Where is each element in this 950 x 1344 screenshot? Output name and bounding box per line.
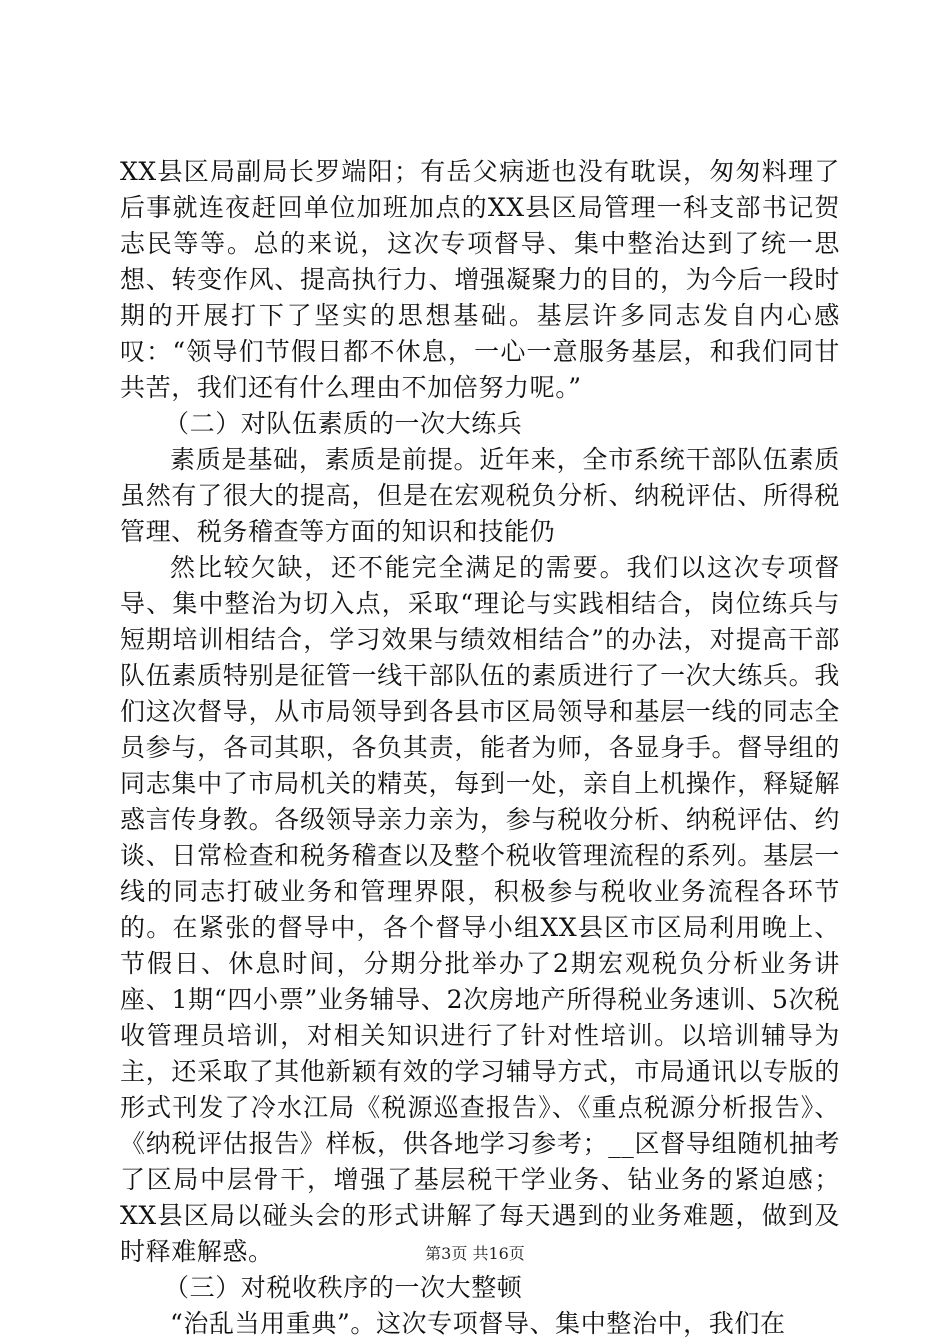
paragraph-order-intro: “治乱当用重典”。这次专项督导、集中整治中，我们在 <box>170 1309 786 1338</box>
paragraph-quality-training: 然比较欠缺，还不能完全满足的需要。我们以这次专项督导、集中整治为切入点，采取“理论与实践相结合，岗位练兵与短期培训相结合，学习效果与绩效相结合”的办法，对提高干部队伍素质特别是征管一线干部队伍的素质进行了一次大练兵。我们这次督导，从市局领导到各县市区局领导和基层一线的同志全员参与，各司其职，各负其责，能者为师，各显身手。督导组的同志集中了市局机关的精英，每到一处，亲自上机操作，释疑解惑言传身教。各级领导亲力亲为，参与税收分析、纳税评估、约谈、日常检查和税务稽查以及整个税收管理流程的系列。基层一线的同志打破业务和管理界限，积极参与税收业务流程各环节的。在紧张的督导中，各个督导小组XX县区市区局利用晚上、节假日、休息时间，分期分批举办了2期宏观税负分析业务讲座、1期“四小票”业务辅导、2次房地产所得税业务速训、5次税收管理员培训，对相关知识进行了针对性培训。以培训辅导为主，还采取了其他新颖有效的学习辅导方式，市局通讯以专版的形式刊发了冷水江局《税源巡查报告》、《重点税源分析报告》、《纳税评估报告》样板，供各地学习参考；__区督导组随机抽考了区局中层骨干，增强了基层税干学业务、钻业务的紧迫感；XX县区局以碰头会的形式讲解了每天遇到的业务难题，做到及时释难解惑。 <box>120 553 840 1266</box>
section-heading-3: （三）对税收秩序的一次大整顿 <box>164 1273 523 1302</box>
document-body <box>120 154 840 1342</box>
paragraph-quality-intro: 素质是基础，素质是前提。近年来，全市系统干部队伍素质虽然有了很大的提高，但是在宏观税负分析、纳税评估、所得税管理、税务稽查等方面的知识和技能仍 <box>120 445 840 546</box>
page-footer: 第3页 共16页 <box>425 1244 525 1263</box>
section-heading-2: （二）对队伍素质的一次大练兵 <box>164 409 523 438</box>
paragraph-continuation: XX县区局副局长罗端阳；有岳父病逝也没有耽误，匆匆料理了后事就连夜赶回单位加班加点的XX县区局管理一科支部书记贺志民等等。总的来说，这次专项督导、集中整治达到了统一思想、转变作风、提高执行力、增强凝聚力的目的，为今后一段时期的开展打下了坚实的思想基础。基层许多同志发自内心感叹：“领导们节假日都不休息，一心一意服务基层，和我们同甘共苦，我们还有什么理由不加倍努力呢。” <box>120 157 840 402</box>
